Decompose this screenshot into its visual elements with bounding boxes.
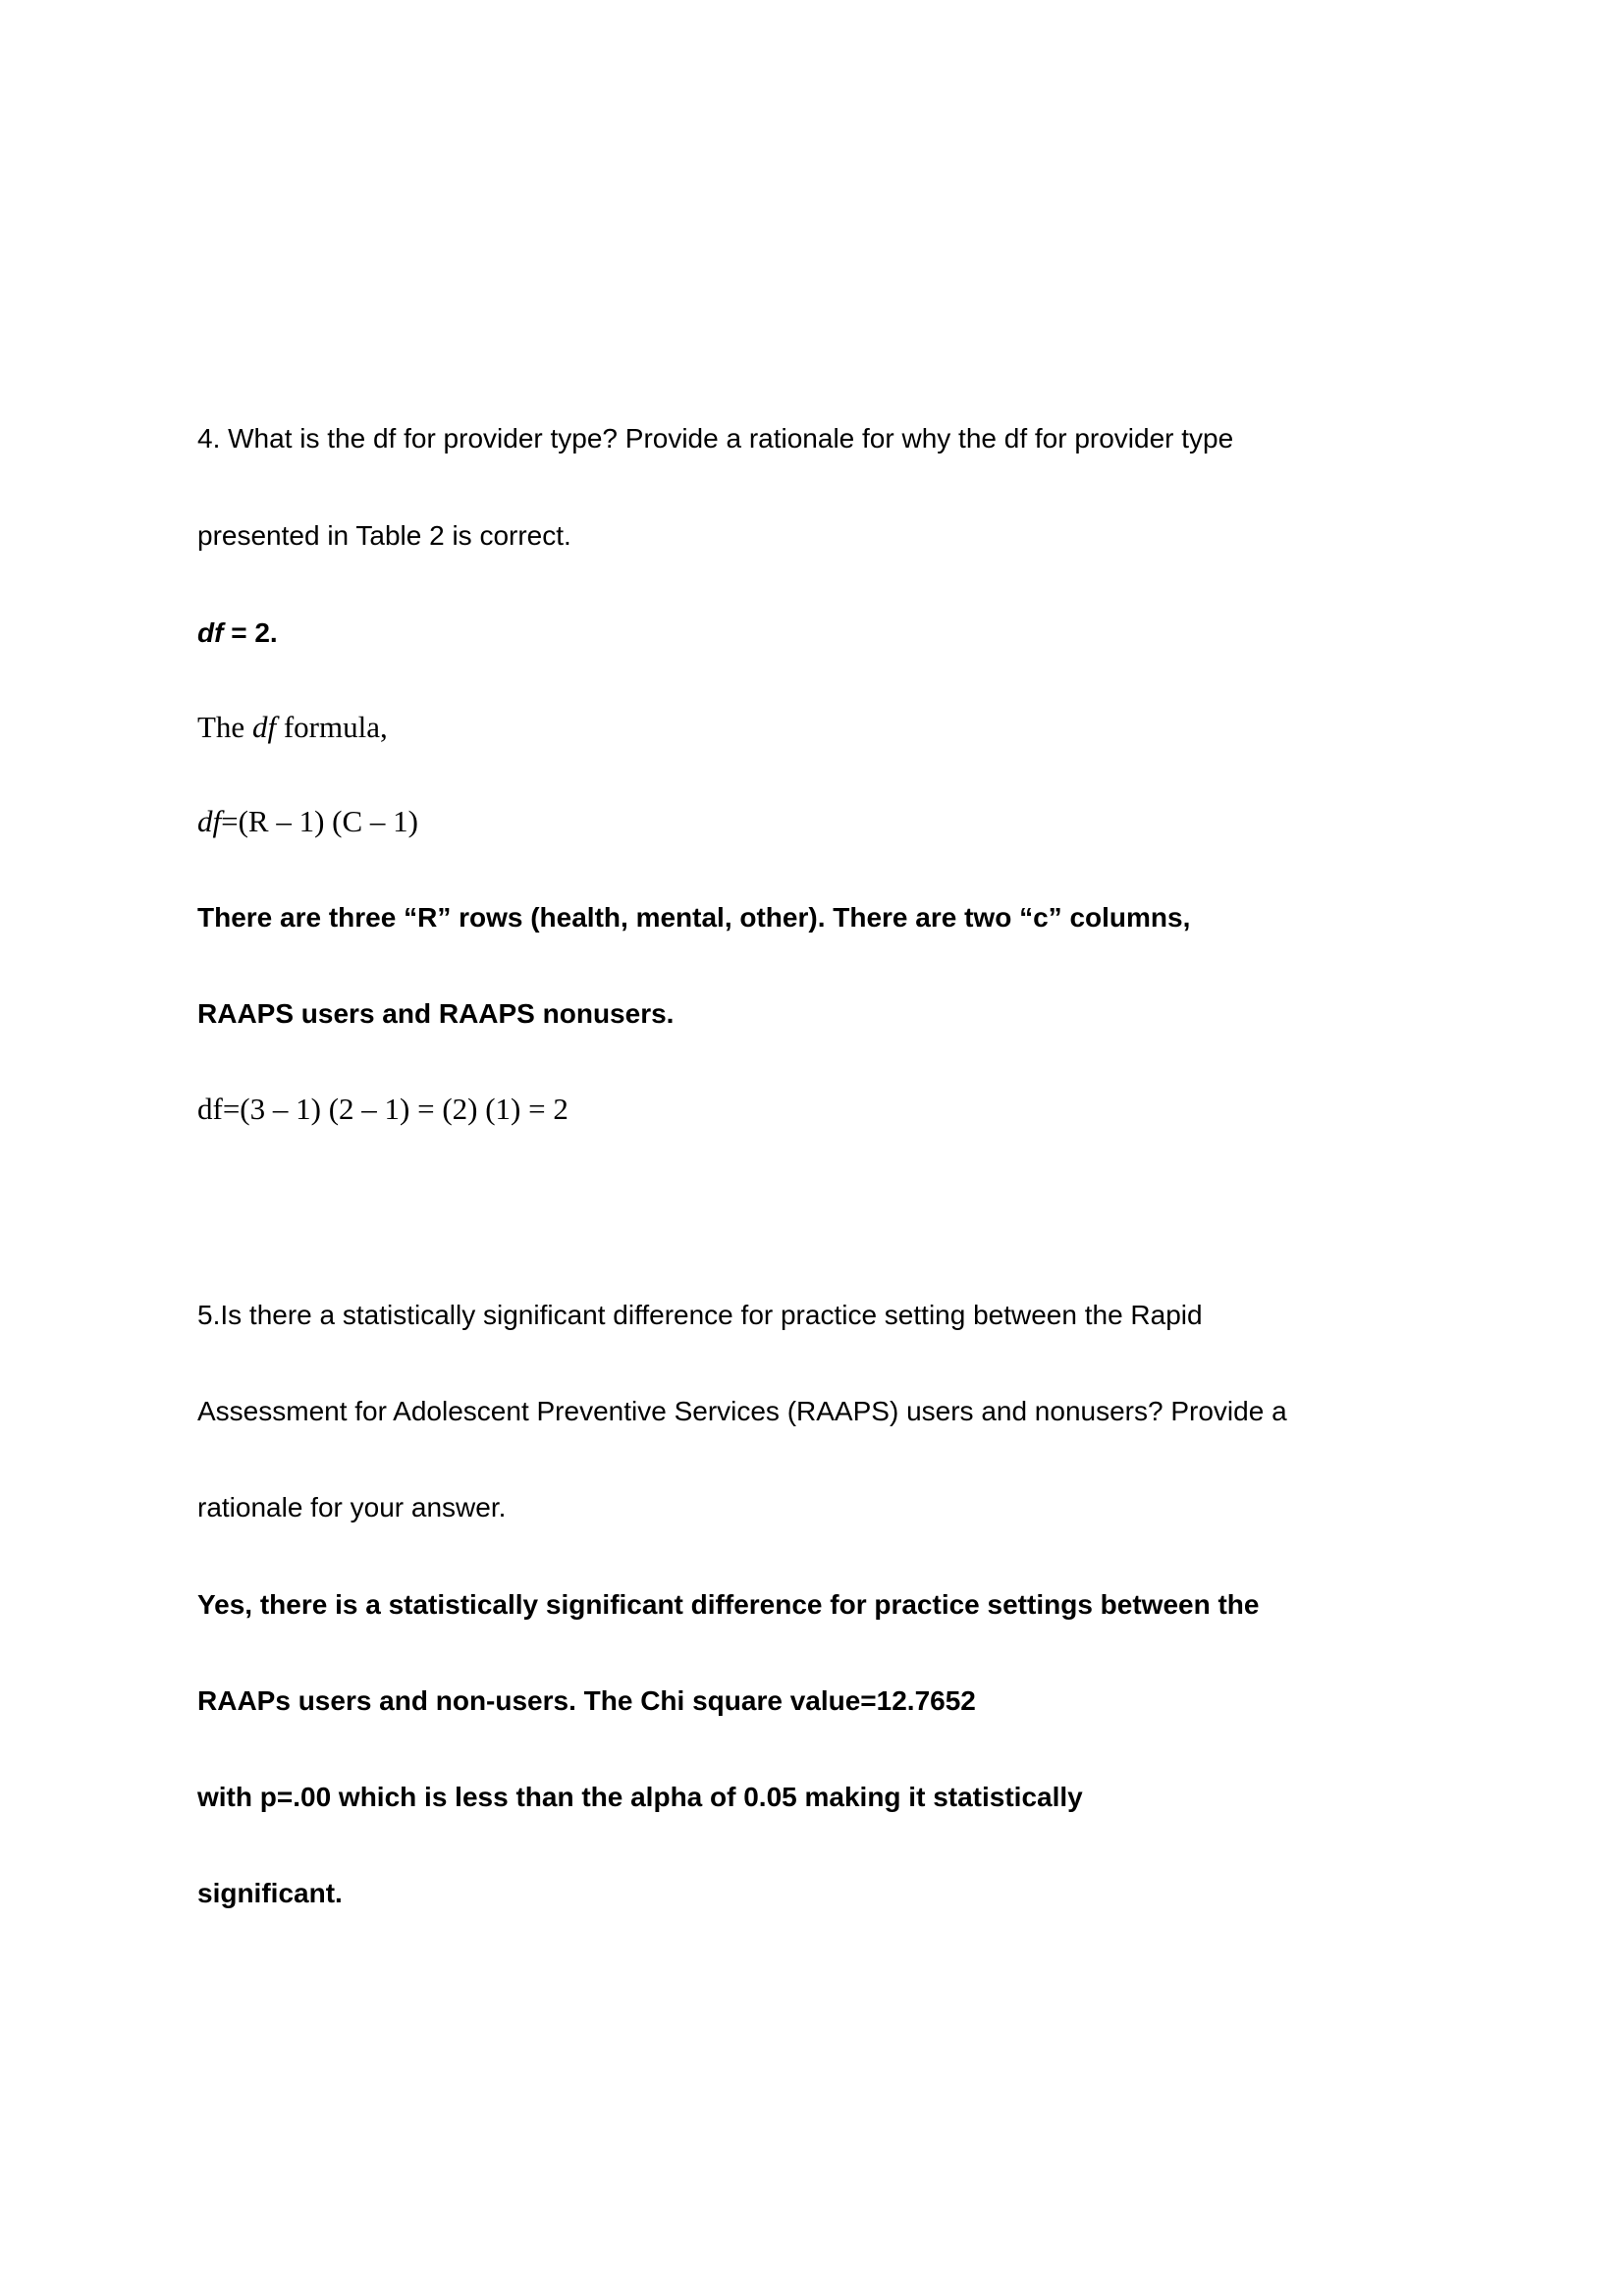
q5-answer-line-1: Yes, there is a statistically significant difference for practice settings between the — [197, 1589, 1260, 1620]
formula-intro-text-end: formula, — [276, 710, 388, 744]
formula-df: df — [197, 804, 222, 838]
formula-intro-text: The — [197, 710, 252, 744]
q4-answer-df — [197, 615, 278, 651]
q5-prompt-line-3: rationale for your answer. — [197, 1492, 507, 1522]
df-value: = 2. — [223, 617, 278, 648]
q5-prompt-line-1: 5.Is there a statistically significant difference for practice setting between the Rapid — [197, 1300, 1203, 1330]
q4-explanation-line-2: RAAPS users and RAAPS nonusers. — [197, 998, 675, 1029]
q4-explanation-line-1: There are three “R” rows (health, mental, other). There are two “c” columns, — [197, 902, 1191, 933]
q4-formula-intro — [197, 710, 388, 745]
formula-intro-df: df — [251, 710, 277, 744]
q4-formula — [197, 804, 418, 839]
q5-prompt-line-2: Assessment for Adolescent Preventive Services (RAAPS) users and nonusers? Provide a — [197, 1396, 1287, 1426]
q5-answer-line-2: RAAPs users and non-users. The Chi square value=12.7652 — [197, 1685, 976, 1716]
df-symbol: df — [197, 617, 224, 648]
q5-answer-line-3: with p=.00 which is less than the alpha of 0.05 making it statistically — [197, 1782, 1083, 1812]
q4-prompt-line-1: 4. What is the df for provider type? Provide a rationale for why the df for provider type — [197, 423, 1234, 454]
q4-prompt-line-2: presented in Table 2 is correct. — [197, 520, 571, 551]
formula-expression: =(R – 1) (C – 1) — [221, 804, 419, 838]
q5-answer-line-4: significant. — [197, 1878, 343, 1908]
q4-calculation: df=(3 – 1) (2 – 1) = (2) (1) = 2 — [197, 1092, 568, 1126]
